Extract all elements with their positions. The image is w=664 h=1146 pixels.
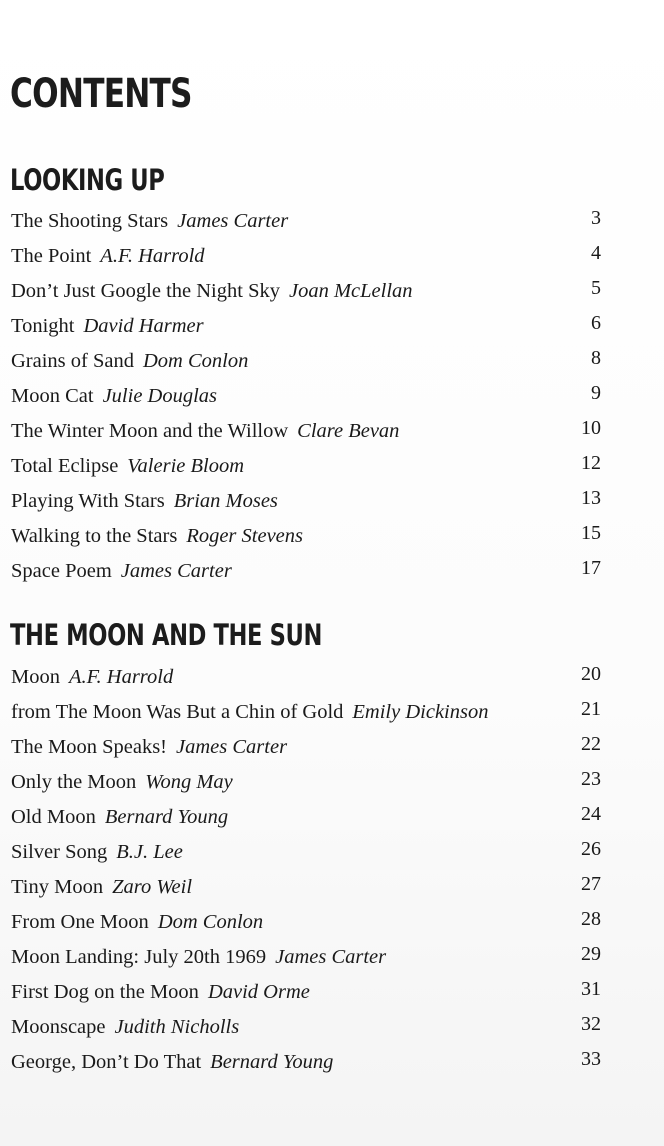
- contents-entry: [11, 765, 601, 800]
- page-number: 12: [581, 452, 601, 474]
- contents-entry: [11, 870, 601, 905]
- poem-title: Old Moon: [11, 806, 96, 828]
- contents-entry: [11, 554, 601, 589]
- page-number: 5: [591, 277, 601, 299]
- page-number: 21: [581, 698, 601, 720]
- page-number: 31: [581, 978, 601, 1000]
- poem-title: Walking to the Stars: [11, 525, 178, 547]
- poem-author: B.J. Lee: [116, 841, 183, 863]
- contents-entry: [11, 449, 601, 484]
- contents-entry: [11, 379, 601, 414]
- poem-author: Julie Douglas: [102, 385, 218, 407]
- contents-list-moon-and-sun: [11, 660, 601, 1080]
- page-title: CONTENTS: [10, 71, 192, 117]
- poem-author: David Harmer: [83, 315, 204, 337]
- page-number: 26: [581, 838, 601, 860]
- poem-author: Zaro Weil: [112, 876, 193, 898]
- poem-title: from The Moon Was But a Chin of Gold: [11, 701, 344, 723]
- contents-entry: [11, 800, 601, 835]
- contents-list-looking-up: [11, 204, 601, 589]
- poem-author: James Carter: [120, 560, 232, 582]
- contents-entry: [11, 1010, 601, 1045]
- poem-author: Joan McLellan: [288, 280, 413, 302]
- page-number: 32: [581, 1013, 601, 1035]
- poem-author: Bernard Young: [104, 806, 229, 828]
- poem-title: Moonscape: [11, 1016, 106, 1038]
- contents-entry: [11, 239, 601, 274]
- poem-title: From One Moon: [11, 911, 149, 933]
- poem-author: James Carter: [176, 736, 288, 758]
- page-number: 29: [581, 943, 601, 965]
- page-number: 15: [581, 522, 601, 544]
- page-number: 6: [591, 312, 601, 334]
- poem-author: James Carter: [177, 210, 289, 232]
- poem-author: Judith Nicholls: [114, 1016, 240, 1038]
- poem-title: The Point: [11, 245, 92, 267]
- contents-entry: [11, 309, 601, 344]
- contents-entry: [11, 940, 601, 975]
- page-number: 8: [591, 347, 601, 369]
- poem-title: The Shooting Stars: [11, 210, 169, 232]
- poem-author: Valerie Bloom: [127, 455, 245, 477]
- page-number: 20: [581, 663, 601, 685]
- page-number: 17: [581, 557, 601, 579]
- poem-title: The Winter Moon and the Willow: [11, 420, 289, 442]
- poem-title: Playing With Stars: [11, 490, 165, 512]
- contents-entry: [11, 344, 601, 379]
- poem-title: Space Poem: [11, 560, 112, 582]
- page-number: 24: [581, 803, 601, 825]
- contents-entry: [11, 660, 601, 695]
- page-number: 10: [581, 417, 601, 439]
- poem-title: Tonight: [11, 315, 75, 337]
- page-number: 28: [581, 908, 601, 930]
- poem-title: George, Don’t Do That: [11, 1051, 202, 1073]
- poem-author: Emily Dickinson: [352, 701, 489, 723]
- contents-entry: [11, 484, 601, 519]
- poem-author: David Orme: [207, 981, 310, 1003]
- section-heading-looking-up: LOOKING UP: [10, 163, 165, 197]
- contents-entry: [11, 414, 601, 449]
- poem-author: Bernard Young: [210, 1051, 334, 1073]
- page-number: 33: [581, 1048, 601, 1070]
- poem-title: Grains of Sand: [11, 350, 134, 372]
- contents-entry: [11, 204, 601, 239]
- contents-entry: [11, 519, 601, 554]
- poem-author: A.F. Harrold: [100, 245, 205, 267]
- page-number: 23: [581, 768, 601, 790]
- poem-title: Moon Landing: July 20th 1969: [11, 946, 267, 968]
- poem-title: Moon: [11, 666, 60, 688]
- page-number: 27: [581, 873, 601, 895]
- poem-author: Wong May: [145, 771, 233, 793]
- poem-title: Tiny Moon: [11, 876, 104, 898]
- poem-title: Silver Song: [11, 841, 108, 863]
- poem-title: Moon Cat: [11, 385, 94, 407]
- page-number: 22: [581, 733, 601, 755]
- section-heading-moon-and-sun: THE MOON AND THE SUN: [10, 618, 323, 652]
- poem-title: Total Eclipse: [11, 455, 119, 477]
- page-number: 9: [591, 382, 601, 404]
- page-number: 4: [591, 242, 601, 264]
- page-number: 13: [581, 487, 601, 509]
- poem-author: Roger Stevens: [186, 525, 304, 547]
- contents-entry: [11, 274, 601, 309]
- poem-author: Dom Conlon: [157, 911, 264, 933]
- poem-author: A.F. Harrold: [68, 666, 174, 688]
- poem-author: James Carter: [275, 946, 387, 968]
- poem-author: Clare Bevan: [297, 420, 400, 442]
- poem-title: Don’t Just Google the Night Sky: [11, 280, 280, 302]
- poem-title: Only the Moon: [11, 771, 137, 793]
- contents-entry: [11, 730, 601, 765]
- contents-entry: [11, 905, 601, 940]
- poem-title: First Dog on the Moon: [11, 981, 199, 1003]
- contents-entry: [11, 835, 601, 870]
- poem-author: Brian Moses: [173, 490, 278, 512]
- contents-entry: [11, 695, 601, 730]
- contents-entry: [11, 975, 601, 1010]
- poem-title: The Moon Speaks!: [11, 736, 168, 758]
- contents-entry: [11, 1045, 601, 1080]
- poem-author: Dom Conlon: [142, 350, 249, 372]
- page-number: 3: [591, 207, 601, 229]
